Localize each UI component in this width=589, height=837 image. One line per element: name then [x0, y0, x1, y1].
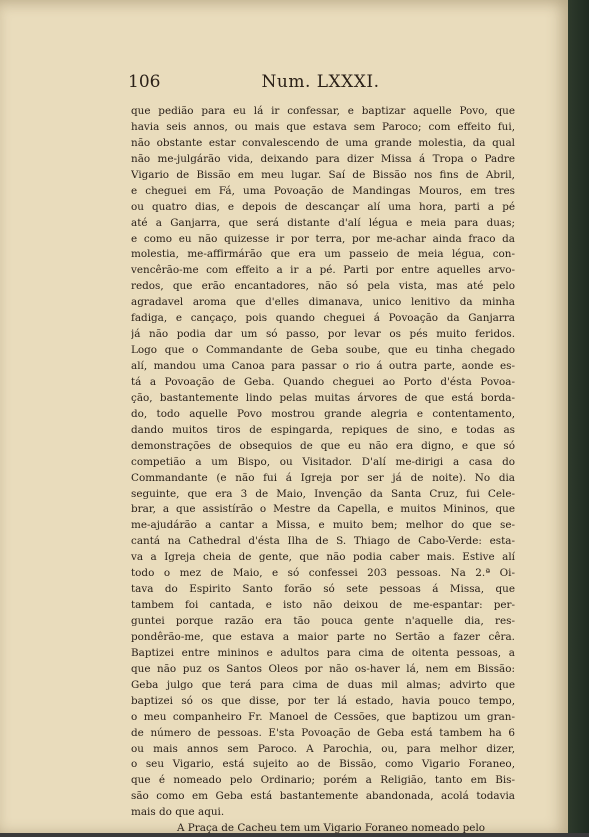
text-line: o seu Vigario, está sujeito ao de Bissão, como Vigario Foraneo, — [131, 758, 515, 771]
text-line: Commandante (e não fui á Igreja por ser já de noite). No dia — [131, 471, 515, 484]
text-line: baptizei só os que disse, por ter lá estado, havia pouco tempo, — [131, 694, 515, 707]
text-line: e cheguei em Fá, uma Povoação de Mandingas Mouros, em tres — [131, 184, 515, 197]
text-line: A Praça de Cacheu tem um Vigario Foraneo nomeado pelo — [177, 822, 486, 835]
text-line: que pedião para eu lá ir confessar, e baptizar aquelle Povo, que — [131, 105, 515, 117]
text-line: fadiga, e cançaço, pois quando cheguei á Povoação da Ganjarra — [131, 312, 515, 325]
text-line: havia seis annos, ou mais que estava sem Paroco; com effeito fui, — [131, 120, 515, 133]
body-text — [131, 104, 515, 837]
page-edge — [568, 0, 589, 833]
text-line: guntei porque razão era tão pouca gente n'aquelle dia, res- — [131, 615, 515, 627]
text-line: que é nomeado pelo Ordinario; porém a Religião, tanto em Bis- — [131, 774, 515, 787]
text-line: alí, mandou uma Canoa para passar o rio á outra parte, aonde es- — [131, 360, 515, 372]
page-header — [128, 72, 513, 98]
text-line: seguinte, que era 3 de Maio, Invenção da Santa Cruz, fui Cele- — [131, 487, 515, 500]
text-line: já não podia dar um só passo, por levar os pés muito feridos. — [131, 328, 515, 341]
text-line: Geba julgo que terá para cima de duas mil almas; advirto que — [131, 678, 515, 691]
text-line: de número de pessoas. E'sta Povoação de Geba está tambem ha 6 — [131, 726, 515, 739]
text-line: ção, bastantemente lindo pelas muitas árvores de que está borda- — [131, 391, 515, 404]
text-line: até a Ganjarra, que será distante d'alí légua e meia para duas; — [131, 216, 515, 229]
text-line: competião a um Bispo, ou Visitador. D'alí me-dirigi a casa do — [131, 455, 515, 468]
text-line: e como eu não quizesse ir por terra, por me-achar ainda fraco da — [131, 232, 515, 245]
text-line: mais do que aqui. — [131, 806, 225, 819]
text-line: que não puz os Santos Oleos por não os-haver lá, nem em Bissão: — [131, 662, 515, 675]
text-line: tambem foi cantada, e isto não deixou de me-espantar: per- — [131, 599, 515, 612]
text-line: demonstrações de obsequios de que eu não era digno, e que só — [131, 439, 515, 452]
text-line: são como em Geba está bastantemente abandonada, acolá todavia — [131, 790, 515, 803]
text-line: tá a Povoação de Geba. Quando cheguei ao Porto d'ésta Povoa- — [131, 375, 515, 388]
text-line: molestia, me-affirmárão que era um passeio de meia légua, con- — [131, 248, 515, 261]
text-line: redos, que erão encantadores, não só pela vista, mas até pelo — [131, 280, 515, 293]
text-line: pondêrão-me, que estava a maior parte no Sertão a fazer cêra. — [131, 630, 515, 643]
text-line: cantá na Cathedral d'ésta Ilha de S. Thiago de Cabo-Verde: esta- — [131, 535, 515, 548]
text-line: ou quatro dias, e depois de descançar alí uma hora, parti a pé — [131, 200, 515, 213]
text-line: Logo que o Commandante de Geba soube, que eu tinha chegado — [131, 344, 515, 357]
text-line: Vigario de Bissão em meu lugar. Saí de Bissão nos fins de Abril, — [131, 168, 515, 181]
text-line: do, todo aquelle Povo mostrou grande alegria e contentamento, — [131, 407, 515, 420]
page-number: 106 — [128, 72, 161, 92]
text-line: Baptizei entre mininos e adultos para cima de oitenta pessoas, a — [131, 646, 515, 659]
text-line: vencêrão-me com effeito a ir a pé. Parti por entre aquelles arvo- — [131, 264, 515, 277]
text-line: dando muitos tiros de espingarda, repiques de sino, e todas as — [131, 423, 515, 436]
text-line: o meu companheiro Fr. Manoel de Cessões, que baptizou um gran- — [131, 710, 515, 723]
text-line: agradavel aroma que d'elles dimanava, unico lenitivo da minha — [131, 296, 515, 309]
running-title: Num. LXXXI. — [261, 72, 380, 92]
text-line: tava do Espirito Santo forão só sete pessoas á Missa, que — [131, 583, 515, 596]
text-line: ou mais annos sem Paroco. A Parochia, ou, para melhor dizer, — [131, 742, 515, 755]
text-line: não me-julgárão vida, deixando para dizer Missa á Tropa o Padre — [131, 152, 515, 165]
text-line: não obstante estar convalescendo de uma grande molestia, da qual — [131, 136, 515, 149]
text-line: todo o mez de Maio, e só confessei 203 pessoas. Na 2.ª Oi- — [131, 567, 515, 580]
text-line: brar, a que assistírão o Mestre da Capella, e muitos Mininos, que — [131, 503, 515, 516]
text-line: va a Igreja cheia de gente, que não podia caber mais. Estive alí — [131, 551, 515, 564]
text-line: me-ajudárão a cantar a Missa, e muito bem; melhor do que se- — [131, 519, 515, 532]
